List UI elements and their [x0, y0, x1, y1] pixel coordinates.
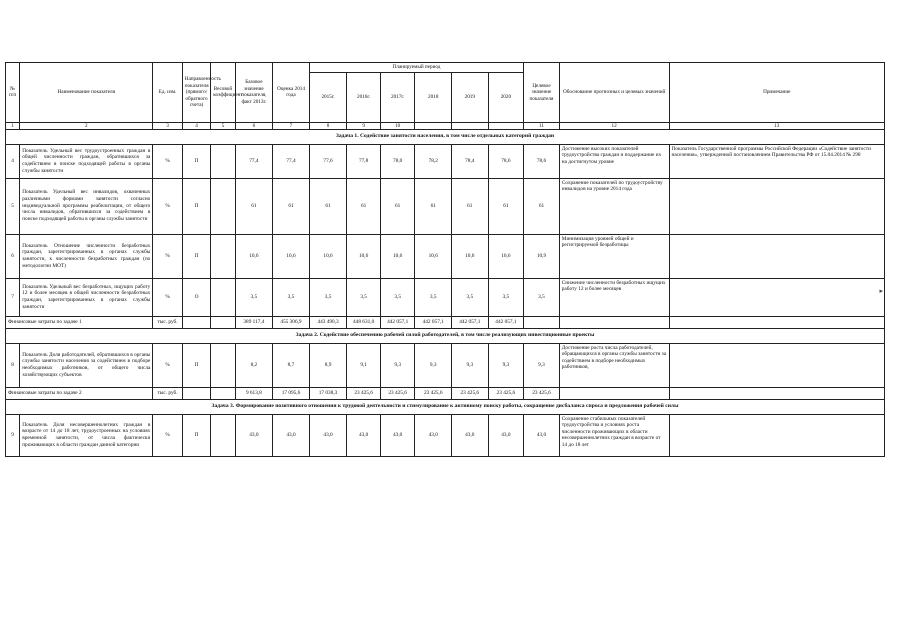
finance-year: 443 490,3: [309, 316, 347, 328]
year-value: 78,2: [415, 144, 452, 178]
header-year: 2015г.: [309, 72, 347, 122]
task-title: Задача 3. Формирование позитивного отношения к трудовой деятельности и стимулирование к активному поиску работы, сокращение дисбаланса спроса и предложения рабочей силы: [6, 399, 885, 414]
indicator-name: Показатель Удельный вес инвалидов, охваченных различными формами занятости согласно индивидуальной программы реабилитации, от общего числа инвалидов, обратившихся за содействием в поиске подходящей работы в органы службы занятости: [20, 178, 153, 234]
finance-target: 23 425,6: [524, 387, 560, 399]
header-planned-period: Планируемый период: [309, 63, 523, 73]
year-value: 43,0: [380, 414, 415, 456]
justification: Снижение численности безработных ищущих работу 12 и более месяцев: [559, 278, 669, 316]
year-value: 77,8: [347, 144, 381, 178]
finance-year: 442 057,1: [415, 316, 452, 328]
year-value: 10,6: [488, 234, 524, 278]
header-year: 2019: [452, 72, 489, 122]
year-value: 3,5: [380, 278, 415, 316]
unit: %: [153, 144, 182, 178]
unit: %: [153, 234, 182, 278]
row-number: 4: [6, 144, 20, 178]
target-value: 78,6: [524, 144, 560, 178]
finance-year: 23 425,6: [488, 387, 524, 399]
header-weight: Весовой коэффициент: [211, 63, 235, 123]
column-number: 6: [235, 122, 273, 129]
row-number: 6: [6, 234, 20, 278]
estimate-value: 3,5: [273, 278, 310, 316]
justification: Сохранение показателей по трудоустройству инвалидов на уровне 2014 года: [559, 178, 669, 234]
justification: Достижение высоких показателей трудоустройства граждан и поддержание их на достигнутом уровне: [559, 144, 669, 178]
year-value: 43,0: [309, 414, 347, 456]
empty-cell: [669, 387, 885, 399]
base-value: 10,6: [235, 234, 273, 278]
year-value: 43,0: [415, 414, 452, 456]
target-value: 3,5: [524, 278, 560, 316]
header-direction: Направленность показателя (прямого/обратного счета): [182, 63, 210, 123]
empty-cell: [211, 316, 235, 328]
year-value: 78,6: [488, 144, 524, 178]
finance-target: [524, 316, 560, 328]
column-number: 12: [559, 122, 669, 129]
indicator-name: Показатель Доля работодателей, обратившихся в органы службы занятости населения за содействием в подборе необходимых работников, от общего числа хозяйствующих субъектов: [20, 343, 153, 387]
column-number-empty: [452, 122, 489, 129]
finance-year: 17 038,3: [309, 387, 347, 399]
base-value: 77,4: [235, 144, 273, 178]
target-value: 43,0: [524, 414, 560, 456]
estimate-value: 10,6: [273, 234, 310, 278]
header-base: Базовое значение показателя, факт 2013г.: [235, 63, 273, 123]
task-title: Задача 1. Содействие занятости населения, в том числе отдельных категорий граждан: [6, 129, 885, 144]
year-value: 78,4: [452, 144, 489, 178]
weight: [211, 278, 235, 316]
weight: [211, 234, 235, 278]
year-value: 78,0: [380, 144, 415, 178]
year-value: 3,5: [309, 278, 347, 316]
indicator-row: [6, 278, 885, 316]
year-value: 3,5: [488, 278, 524, 316]
row-number: 8: [6, 343, 20, 387]
row-number: 9: [6, 414, 20, 456]
weight: [211, 144, 235, 178]
header-year: 2016г.: [347, 72, 381, 122]
finance-unit: тыс. руб.: [153, 316, 182, 328]
year-value: 43,0: [488, 414, 524, 456]
year-value: 10,6: [415, 234, 452, 278]
justification: Минимизация уровней общей и регистрируемой безработицы: [559, 234, 669, 278]
year-value: 3,5: [452, 278, 489, 316]
task-section-row: [6, 328, 885, 343]
empty-cell: [559, 316, 669, 328]
direction: О: [182, 278, 210, 316]
empty-cell: [669, 316, 885, 328]
finance-label: Финансовые затраты по задаче 2: [6, 387, 153, 399]
direction: П: [182, 144, 210, 178]
indicator-name: Показатель Доля несовершеннолетних граждан в возрасте от 14 до 18 лет, трудоустроенных на условиях временной занятости, от числа фактически проживающих в области граждан данной категории: [20, 414, 153, 456]
year-value: 61: [347, 178, 381, 234]
task-section-row: [6, 129, 885, 144]
column-number: 8: [309, 122, 347, 129]
column-number: 5: [211, 122, 235, 129]
indicators-table: [5, 62, 885, 457]
finance-label: Финансовые затраты по задаче 1: [6, 316, 153, 328]
year-value: 10,6: [347, 234, 381, 278]
direction: П: [182, 414, 210, 456]
task-title: Задача 2. Содействие обеспечению рабочей силой работодателей, в том числе реализующих инвестиционные проекты: [6, 328, 885, 343]
finance-year: 442 057,1: [488, 316, 524, 328]
header-year: 2017г.: [380, 72, 415, 122]
document-page: [5, 62, 885, 457]
year-value: 61: [380, 178, 415, 234]
margin-mark: ▸: [879, 287, 883, 295]
weight: [211, 178, 235, 234]
year-value: 9,1: [347, 343, 381, 387]
header-note: Примечание: [669, 63, 885, 123]
note: [669, 414, 885, 456]
justification: Достижение роста числа работодателей, обращающихся в органы службы занятости за содействием в подборе необходимых работников,: [559, 343, 669, 387]
column-number: 11: [524, 122, 560, 129]
year-value: 9,3: [415, 343, 452, 387]
finance-row: [6, 387, 885, 399]
year-value: 61: [452, 178, 489, 234]
row-number: 7: [6, 278, 20, 316]
direction: П: [182, 343, 210, 387]
unit: %: [153, 278, 182, 316]
year-value: 43,0: [347, 414, 381, 456]
finance-estimate: 17 095,6: [273, 387, 310, 399]
year-value: 9,3: [488, 343, 524, 387]
indicator-row: [6, 234, 885, 278]
year-value: 43,0: [452, 414, 489, 456]
column-number: 10: [380, 122, 415, 129]
column-number: 9: [347, 122, 381, 129]
year-value: 9,3: [452, 343, 489, 387]
row-number: 5: [6, 178, 20, 234]
indicator-row: [6, 414, 885, 456]
note: [669, 278, 885, 316]
finance-base: 389 117,4: [235, 316, 273, 328]
weight: [211, 414, 235, 456]
target-value: 9,3: [524, 343, 560, 387]
unit: %: [153, 178, 182, 234]
header-npp: № п/п: [6, 63, 20, 123]
task-section-row: [6, 399, 885, 414]
finance-estimate: 455 306,9: [273, 316, 310, 328]
header-unit: Ед. изм.: [153, 63, 182, 123]
estimate-value: 8,7: [273, 343, 310, 387]
header-year: 2020: [488, 72, 524, 122]
unit: %: [153, 343, 182, 387]
indicator-name: Показатель Удельный вес трудоустроенных граждан в общей численности граждан, обратившихся за содействием в поиске подходящей работы в органы службы занятости: [20, 144, 153, 178]
header-estimate: Оценка 2014 года: [273, 63, 310, 123]
header-justification: Обоснование прогнозных и целевых значений: [559, 63, 669, 123]
column-number: 7: [273, 122, 310, 129]
weight: [211, 343, 235, 387]
year-value: 3,5: [415, 278, 452, 316]
year-value: 9,3: [380, 343, 415, 387]
finance-year: 448 631,0: [347, 316, 381, 328]
finance-unit: тыс. руб.: [153, 387, 182, 399]
indicator-row: [6, 178, 885, 234]
note: [669, 343, 885, 387]
direction: П: [182, 234, 210, 278]
column-number: 2: [20, 122, 153, 129]
note: Показатель Государственной программы Российской Федерации «Содействие занятости населения», утвержденной постановлением Правительства РФ от 15.04.2014 № 298: [669, 144, 885, 178]
base-value: 61: [235, 178, 273, 234]
empty-cell: [559, 387, 669, 399]
year-value: 10,6: [309, 234, 347, 278]
justification: Сохранение стабильных показателей трудоустройства и условиях роста численности проживающих в области несовершеннолетних граждан в возрасте от 14 до 18 лет: [559, 414, 669, 456]
year-value: 8,9: [309, 343, 347, 387]
finance-year: 23 425,6: [380, 387, 415, 399]
column-number: 4: [182, 122, 210, 129]
year-value: 61: [309, 178, 347, 234]
year-value: 77,6: [309, 144, 347, 178]
indicator-name: Показатель Удельный вес безработных, ищущих работу 12 и более месяцев в общей численности безработных граждан, зарегистрированных в органах службы занятости: [20, 278, 153, 316]
indicator-row: [6, 343, 885, 387]
estimate-value: 43,0: [273, 414, 310, 456]
finance-year: 442 057,1: [380, 316, 415, 328]
target-value: 61: [524, 178, 560, 234]
base-value: 8,2: [235, 343, 273, 387]
note: [669, 178, 885, 234]
unit: %: [153, 414, 182, 456]
note: [669, 234, 885, 278]
indicator-name: Показатель Отношение численности безработных граждан, зарегистрированных в органах службы занятости, к численности безработных граждан (по методологии МОТ): [20, 234, 153, 278]
finance-year: 23 425,6: [452, 387, 489, 399]
column-number-empty: [488, 122, 524, 129]
column-number: 1: [6, 122, 20, 129]
estimate-value: 77,4: [273, 144, 310, 178]
empty-cell: [182, 316, 210, 328]
empty-cell: [211, 387, 235, 399]
header-target: Целевое значение показателя: [524, 63, 560, 123]
finance-base: 9 613,8: [235, 387, 273, 399]
empty-cell: [182, 387, 210, 399]
target-value: 10,9: [524, 234, 560, 278]
year-value: 3,5: [347, 278, 381, 316]
header-name: Наименование показателя: [20, 63, 153, 123]
year-value: 61: [488, 178, 524, 234]
column-number: 3: [153, 122, 182, 129]
finance-year: 23 425,6: [347, 387, 381, 399]
year-value: 10,6: [380, 234, 415, 278]
header-year: 2018: [415, 72, 452, 122]
finance-year: 23 425,6: [415, 387, 452, 399]
year-value: 10,6: [452, 234, 489, 278]
base-value: 3,5: [235, 278, 273, 316]
base-value: 43,0: [235, 414, 273, 456]
column-number-empty: [415, 122, 452, 129]
direction: П: [182, 178, 210, 234]
column-number: 13: [669, 122, 885, 129]
indicator-row: [6, 144, 885, 178]
finance-row: [6, 316, 885, 328]
estimate-value: 61: [273, 178, 310, 234]
year-value: 61: [415, 178, 452, 234]
finance-year: 442 057,1: [452, 316, 489, 328]
